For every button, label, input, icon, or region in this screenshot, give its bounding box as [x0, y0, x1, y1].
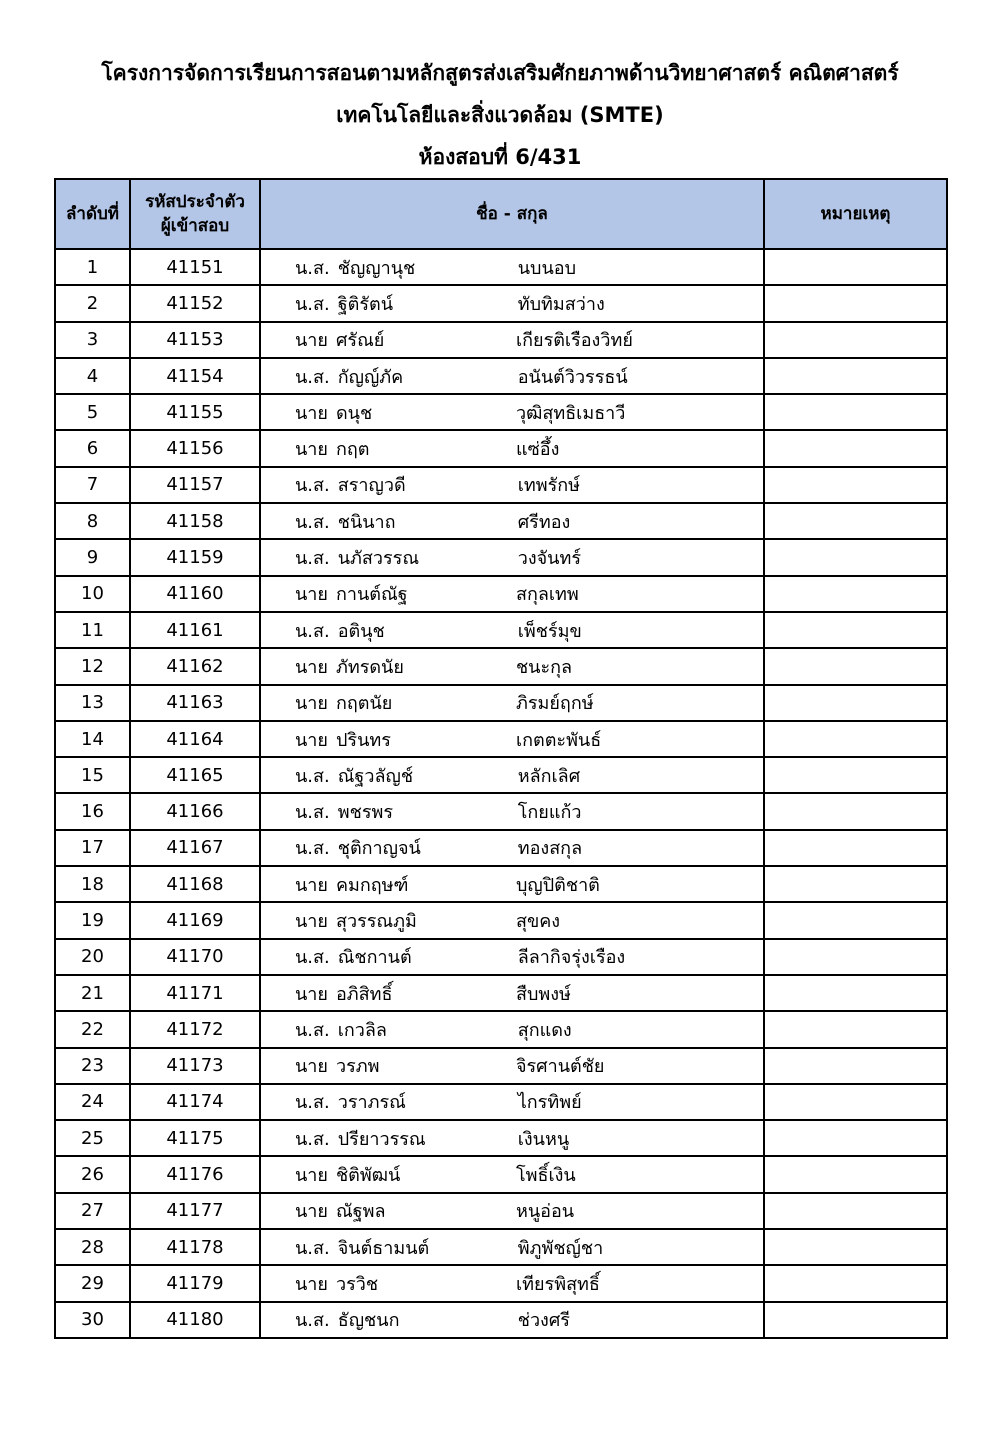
row-remark — [764, 975, 947, 1011]
row-no: 10 — [55, 576, 130, 612]
row-remark — [764, 1302, 947, 1338]
row-remark — [764, 685, 947, 721]
row-name-title: น.ส. — [295, 1019, 330, 1041]
row-no: 14 — [55, 721, 130, 757]
row-name — [260, 467, 764, 503]
row-code: 41161 — [130, 612, 260, 648]
row-remark — [764, 1156, 947, 1192]
header-code-line-1: รหัสประจำตัว — [145, 192, 245, 212]
row-name-title: น.ส. — [295, 1310, 330, 1332]
row-code: 41168 — [130, 866, 260, 902]
header-room-number: ห้องสอบที่ 6/431 — [418, 145, 582, 169]
row-remark — [764, 793, 947, 829]
row-name — [260, 1302, 764, 1338]
row-no: 24 — [55, 1084, 130, 1120]
table-row — [55, 975, 947, 1011]
row-first-name: ปรียาวรรณ — [337, 1128, 426, 1150]
row-code: 41158 — [130, 503, 260, 539]
row-no: 20 — [55, 939, 130, 975]
row-first-name: กานต์ณัฐ — [335, 584, 408, 606]
row-name-title: น.ส. — [295, 802, 330, 824]
row-remark — [764, 1229, 947, 1265]
row-no: 3 — [55, 322, 130, 358]
row-last-name: เทพรักษ์ — [517, 475, 581, 497]
row-no: 8 — [55, 503, 130, 539]
row-name-title: น.ส. — [295, 1128, 330, 1150]
header-title-line-2: เทคโนโลยีและสิ่งแวดล้อม (SMTE) — [336, 103, 664, 127]
row-name — [260, 721, 764, 757]
row-code: 41164 — [130, 721, 260, 757]
row-last-name: ชนะกุล — [515, 656, 573, 678]
row-name — [260, 503, 764, 539]
row-name — [260, 975, 764, 1011]
row-name-title: นาย — [295, 1201, 328, 1223]
row-last-name: สืบพงษ์ — [515, 983, 571, 1005]
table-row — [55, 1011, 947, 1047]
row-remark — [764, 1120, 947, 1156]
row-last-name: ไกรทิพย์ — [517, 1092, 582, 1114]
row-first-name: วราภรณ์ — [337, 1092, 406, 1114]
row-name-title: นาย — [295, 910, 328, 932]
row-remark — [764, 1193, 947, 1229]
row-name-title: น.ส. — [295, 765, 330, 787]
row-name — [260, 1011, 764, 1047]
row-last-name: วงจันทร์ — [517, 548, 582, 570]
row-name — [260, 1120, 764, 1156]
row-no: 15 — [55, 757, 130, 793]
header-code-line-2: ผู้เข้าสอบ — [160, 216, 230, 236]
row-last-name: แซ่อึ้ง — [515, 439, 560, 461]
row-no: 9 — [55, 539, 130, 575]
exam-roster-table — [54, 178, 948, 1339]
row-code: 41153 — [130, 322, 260, 358]
row-last-name: ภิรมย์ฤกษ์ — [515, 693, 594, 715]
row-code: 41175 — [130, 1120, 260, 1156]
row-code: 41154 — [130, 358, 260, 394]
row-no: 27 — [55, 1193, 130, 1229]
row-last-name: เงินหนู — [517, 1128, 570, 1150]
row-remark — [764, 1048, 947, 1084]
row-first-name: อตินุช — [337, 620, 385, 642]
row-name-title: น.ส. — [295, 366, 330, 388]
row-code: 41178 — [130, 1229, 260, 1265]
header-remark: หมายเหตุ — [764, 179, 947, 249]
row-last-name: หลักเลิศ — [517, 765, 581, 787]
table-row — [55, 612, 947, 648]
row-name — [260, 1193, 764, 1229]
row-no: 6 — [55, 430, 130, 466]
row-code: 41155 — [130, 394, 260, 430]
table-row — [55, 866, 947, 902]
header-name: ชื่อ - สกุล — [260, 179, 764, 249]
row-name-title: นาย — [295, 874, 328, 896]
row-name-title: นาย — [295, 983, 328, 1005]
row-first-name: ชนินาถ — [337, 511, 396, 533]
row-name — [260, 685, 764, 721]
row-first-name: จินต์ธามนต์ — [337, 1237, 430, 1259]
row-no: 29 — [55, 1265, 130, 1301]
row-name-title: นาย — [295, 656, 328, 678]
row-first-name: ชุติกาญจน์ — [337, 838, 421, 860]
row-name-title: น.ส. — [295, 947, 330, 969]
row-first-name: วรภพ — [335, 1056, 380, 1078]
row-first-name: ฐิติรัตน์ — [337, 293, 394, 315]
row-first-name: ชิติพัฒน์ — [335, 1165, 401, 1187]
row-name-title: นาย — [295, 729, 328, 751]
row-first-name: ภัทรดนัย — [335, 656, 404, 678]
row-name — [260, 285, 764, 321]
row-name — [260, 394, 764, 430]
row-no: 18 — [55, 866, 130, 902]
header-title-line-1: โครงการจัดการเรียนการสอนตามหลักสูตรส่งเสริมศักยภาพด้านวิทยาศาสตร์ คณิตศาสตร์ — [101, 61, 899, 85]
row-name — [260, 1084, 764, 1120]
row-first-name: เกวลิล — [337, 1019, 387, 1041]
row-name — [260, 612, 764, 648]
row-last-name: วุฒิสุทธิเมธาวี — [515, 402, 626, 424]
row-name — [260, 939, 764, 975]
row-first-name: ณัฐพล — [335, 1201, 386, 1223]
row-last-name: โพธิ์เงิน — [515, 1165, 576, 1187]
table-row — [55, 430, 947, 466]
row-first-name: พชรพร — [337, 802, 394, 824]
row-no: 21 — [55, 975, 130, 1011]
row-remark — [764, 503, 947, 539]
row-code: 41167 — [130, 830, 260, 866]
row-name-title: นาย — [295, 693, 328, 715]
row-no: 4 — [55, 358, 130, 394]
row-remark — [764, 322, 947, 358]
row-name-title: นาย — [295, 1056, 328, 1078]
row-code: 41152 — [130, 285, 260, 321]
table-row — [55, 830, 947, 866]
row-code: 41174 — [130, 1084, 260, 1120]
row-code: 41163 — [130, 685, 260, 721]
row-last-name: ศรีทอง — [517, 511, 571, 533]
row-last-name: เทียรพิสุทธิ์ — [515, 1273, 600, 1295]
table-row — [55, 648, 947, 684]
table-row — [55, 1229, 947, 1265]
row-last-name: ทองสกุล — [517, 838, 583, 860]
row-name — [260, 1156, 764, 1192]
row-code: 41170 — [130, 939, 260, 975]
table-row — [55, 1156, 947, 1192]
row-no: 30 — [55, 1302, 130, 1338]
row-name — [260, 757, 764, 793]
row-first-name: ดนุช — [335, 402, 373, 424]
table-row — [55, 503, 947, 539]
table-row — [55, 322, 947, 358]
row-code: 41177 — [130, 1193, 260, 1229]
row-code: 41180 — [130, 1302, 260, 1338]
row-last-name: ทับทิมสว่าง — [517, 293, 605, 315]
row-remark — [764, 612, 947, 648]
row-first-name: วรวิช — [335, 1273, 379, 1295]
row-code: 41151 — [130, 249, 260, 285]
row-name — [260, 249, 764, 285]
row-remark — [764, 1265, 947, 1301]
row-last-name: จิรศานต์ชัย — [515, 1056, 605, 1078]
row-remark — [764, 285, 947, 321]
row-name — [260, 430, 764, 466]
row-name-title: น.ส. — [295, 548, 330, 570]
row-name — [260, 830, 764, 866]
row-no: 28 — [55, 1229, 130, 1265]
table-header-row — [55, 179, 947, 249]
table-row — [55, 721, 947, 757]
row-name-title: นาย — [295, 402, 328, 424]
row-name-title: นาย — [295, 439, 328, 461]
header-code — [130, 179, 260, 249]
row-code: 41172 — [130, 1011, 260, 1047]
row-no: 16 — [55, 793, 130, 829]
row-remark — [764, 721, 947, 757]
row-remark — [764, 902, 947, 938]
row-code: 41176 — [130, 1156, 260, 1192]
row-first-name: ปรินทร — [335, 729, 391, 751]
row-no: 19 — [55, 902, 130, 938]
table-row — [55, 939, 947, 975]
row-first-name: กัญญ์ภัค — [337, 366, 404, 388]
row-last-name: อนันต์วิวรรธน์ — [517, 366, 628, 388]
row-code: 41171 — [130, 975, 260, 1011]
table-row — [55, 793, 947, 829]
row-last-name: พิภูพัชญ์ชา — [517, 1237, 604, 1259]
row-last-name: ช่วงศรี — [517, 1310, 570, 1332]
row-name — [260, 793, 764, 829]
row-first-name: ณิชกานต์ — [337, 947, 412, 969]
row-remark — [764, 757, 947, 793]
document-header — [0, 52, 1000, 178]
row-no: 26 — [55, 1156, 130, 1192]
row-code: 41162 — [130, 648, 260, 684]
row-first-name: นภัสวรรณ — [337, 548, 420, 570]
table-row — [55, 576, 947, 612]
row-first-name: ธัญชนก — [337, 1310, 400, 1332]
row-last-name: สกุลเทพ — [515, 584, 579, 606]
row-no: 17 — [55, 830, 130, 866]
table-row — [55, 539, 947, 575]
table-body — [55, 249, 947, 1338]
row-name — [260, 1229, 764, 1265]
row-name-title: น.ส. — [295, 257, 330, 279]
row-last-name: โกยแก้ว — [517, 802, 582, 824]
table-row — [55, 1302, 947, 1338]
row-first-name: สุวรรณภูมิ — [335, 910, 417, 932]
table-row — [55, 249, 947, 285]
row-code: 41169 — [130, 902, 260, 938]
row-name-title: น.ส. — [295, 475, 330, 497]
row-no: 12 — [55, 648, 130, 684]
row-name — [260, 1265, 764, 1301]
row-first-name: คมกฤษฑ์ — [335, 874, 409, 896]
row-remark — [764, 939, 947, 975]
row-first-name: อภิสิทธิ์ — [335, 983, 393, 1005]
row-no: 2 — [55, 285, 130, 321]
row-code: 41173 — [130, 1048, 260, 1084]
row-name-title: นาย — [295, 1273, 328, 1295]
row-name-title: นาย — [295, 1165, 328, 1187]
row-first-name: ศรัณย์ — [335, 330, 385, 352]
table-row — [55, 1084, 947, 1120]
table-row — [55, 685, 947, 721]
row-code: 41166 — [130, 793, 260, 829]
row-first-name: ณัฐวลัญช์ — [337, 765, 414, 787]
table-row — [55, 757, 947, 793]
row-name — [260, 358, 764, 394]
row-last-name: หนูอ่อน — [515, 1201, 575, 1223]
row-remark — [764, 866, 947, 902]
row-remark — [764, 1011, 947, 1047]
row-code: 41160 — [130, 576, 260, 612]
row-last-name: เกตตะพันธ์ — [515, 729, 602, 751]
row-no: 1 — [55, 249, 130, 285]
row-first-name: กฤต — [335, 439, 370, 461]
table-row — [55, 902, 947, 938]
row-last-name: บุญปิติชาติ — [515, 874, 600, 896]
row-last-name: สุขคง — [515, 910, 561, 932]
row-name — [260, 1048, 764, 1084]
row-code: 41165 — [130, 757, 260, 793]
row-name — [260, 576, 764, 612]
row-remark — [764, 576, 947, 612]
row-remark — [764, 830, 947, 866]
row-code: 41157 — [130, 467, 260, 503]
row-name — [260, 322, 764, 358]
row-last-name: สุกแดง — [517, 1019, 572, 1041]
row-no: 25 — [55, 1120, 130, 1156]
header-no: ลำดับที่ — [55, 179, 130, 249]
row-no: 7 — [55, 467, 130, 503]
row-first-name: ชัญญานุช — [337, 257, 416, 279]
row-remark — [764, 358, 947, 394]
row-remark — [764, 249, 947, 285]
row-code: 41179 — [130, 1265, 260, 1301]
row-name — [260, 648, 764, 684]
row-name — [260, 866, 764, 902]
row-remark — [764, 1084, 947, 1120]
table-row — [55, 394, 947, 430]
table-row — [55, 1120, 947, 1156]
row-name-title: น.ส. — [295, 1092, 330, 1114]
row-remark — [764, 539, 947, 575]
row-remark — [764, 467, 947, 503]
table-row — [55, 1193, 947, 1229]
row-name — [260, 902, 764, 938]
table-row — [55, 358, 947, 394]
row-name-title: น.ส. — [295, 293, 330, 315]
table-row — [55, 1048, 947, 1084]
row-remark — [764, 394, 947, 430]
row-code: 41156 — [130, 430, 260, 466]
row-name — [260, 539, 764, 575]
table-row — [55, 467, 947, 503]
row-code: 41159 — [130, 539, 260, 575]
table-row — [55, 285, 947, 321]
row-name-title: น.ส. — [295, 620, 330, 642]
row-name-title: นาย — [295, 584, 328, 606]
row-name-title: น.ส. — [295, 838, 330, 860]
row-no: 22 — [55, 1011, 130, 1047]
row-remark — [764, 430, 947, 466]
row-last-name: ลีลากิจรุ่งเรือง — [517, 947, 626, 969]
row-first-name: กฤตนัย — [335, 693, 393, 715]
row-no: 23 — [55, 1048, 130, 1084]
row-last-name: นบนอบ — [517, 257, 577, 279]
row-name-title: น.ส. — [295, 511, 330, 533]
row-name-title: นาย — [295, 330, 328, 352]
row-last-name: เกียรติเรืองวิทย์ — [515, 330, 633, 352]
row-first-name: สราญวดี — [337, 475, 406, 497]
row-last-name: เพ็ชร์มุข — [517, 620, 582, 642]
table-row — [55, 1265, 947, 1301]
row-no: 5 — [55, 394, 130, 430]
row-no: 13 — [55, 685, 130, 721]
row-remark — [764, 648, 947, 684]
row-name-title: น.ส. — [295, 1237, 330, 1259]
row-no: 11 — [55, 612, 130, 648]
